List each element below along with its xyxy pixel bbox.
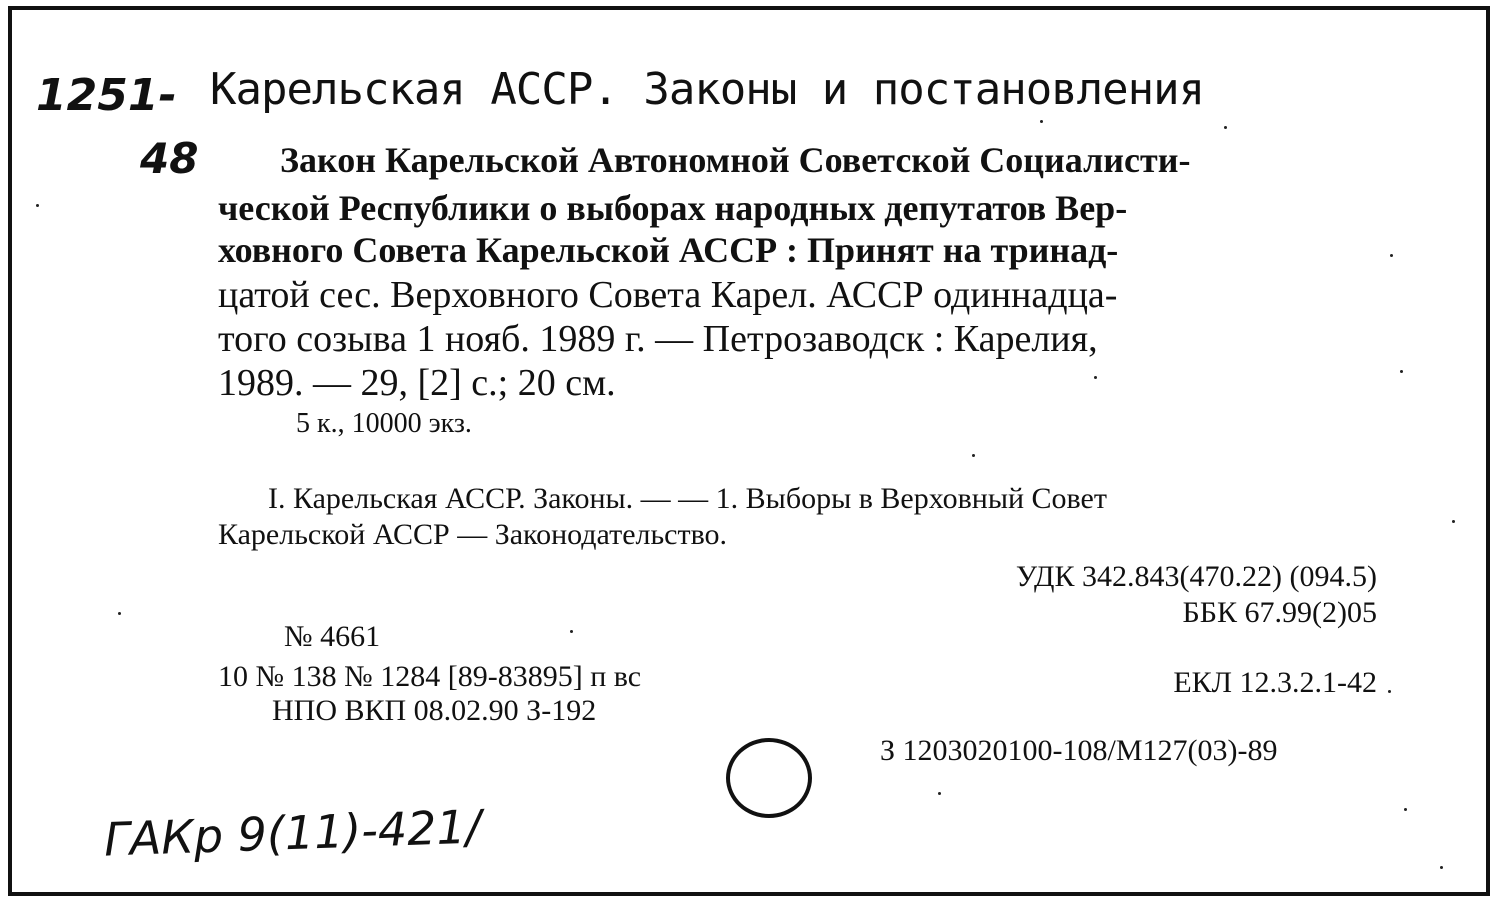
- scan-speck: [36, 204, 39, 207]
- registration-line: 10 № 138 № 1284 [89-83895] п вс: [218, 660, 642, 693]
- scan-speck: [570, 630, 573, 633]
- subject-line-2: Карельской АССР — Законодательство.: [218, 518, 728, 551]
- catalog-code: З 1203020100-108/М127(03)-89: [880, 734, 1278, 767]
- npo-line: НПО ВКП 08.02.90 З-192: [272, 694, 597, 727]
- scan-speck: [1388, 690, 1391, 693]
- description-line-4: цатой сес. Верховного Совета Карел. АССР одиннадца-: [218, 274, 1118, 316]
- scan-speck: [1404, 808, 1407, 811]
- card-heading: Карельская АССР. Законы и постановления: [210, 64, 1205, 115]
- handwritten-shelf-mark-bottom: 48: [140, 134, 199, 183]
- scan-speck: [1390, 254, 1393, 257]
- scan-speck: [1452, 520, 1455, 523]
- scan-speck: [1440, 866, 1443, 869]
- description-line-1: Закон Карельской Автономной Советской Социалисти-: [280, 140, 1191, 180]
- description-line-5: того созыва 1 нояб. 1989 г. — Петрозаводск : Карелия,: [218, 318, 1098, 360]
- scan-speck: [972, 454, 975, 457]
- scan-speck: [1094, 376, 1097, 379]
- scan-speck: [1224, 126, 1227, 129]
- price-run: 5 к., 10000 экз.: [296, 408, 472, 439]
- stamp-circle: [726, 738, 812, 818]
- ekl-code: ЕКЛ 12.3.2.1-42: [1173, 666, 1377, 699]
- scan-speck: [1040, 120, 1043, 123]
- description-line-2: ческой Республики о выборах народных депутатов Вер-: [218, 188, 1128, 228]
- scan-speck: [938, 792, 941, 795]
- description-line-6: 1989. — 29, [2] с.; 20 см.: [218, 362, 616, 404]
- card-number: № 4661: [284, 620, 381, 653]
- description-line-3: ховного Совета Карельской АССР : Принят на тринад-: [218, 230, 1119, 270]
- udk-code: УДК 342.843(470.22) (094.5): [1015, 560, 1377, 593]
- scan-speck: [118, 612, 121, 615]
- handwritten-shelf-mark-top: 1251-: [36, 70, 177, 121]
- subject-line-1: I. Карельская АССР. Законы. — — 1. Выборы в Верховный Совет: [268, 482, 1107, 515]
- scan-speck: [1400, 370, 1403, 373]
- bbk-code: ББК 67.99(2)05: [1182, 596, 1377, 629]
- handwritten-archive-note: ГАКр 9(11)-421/: [103, 799, 482, 867]
